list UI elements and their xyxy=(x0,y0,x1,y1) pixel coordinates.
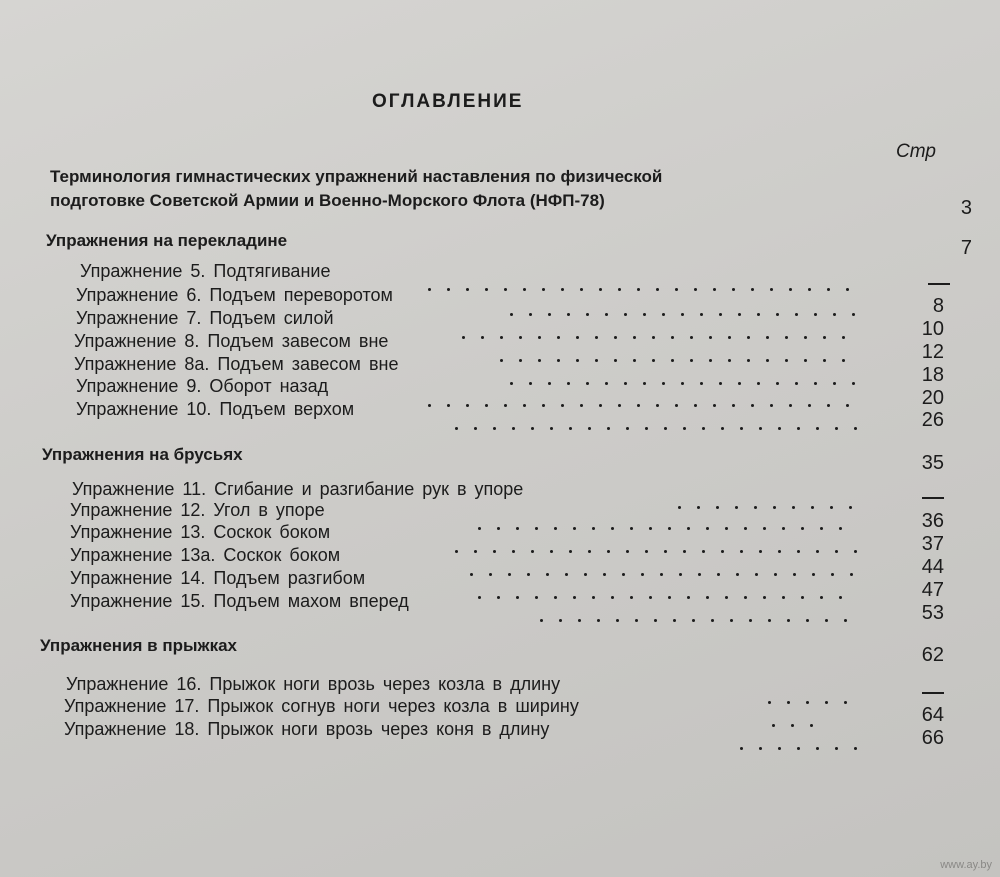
section-page-number: 7 xyxy=(960,237,972,259)
leader-dots xyxy=(478,586,858,588)
leader-dots xyxy=(428,394,865,396)
leader-dots xyxy=(478,517,858,519)
toc-page-number: 10 xyxy=(921,318,944,340)
toc-entry: Упражнение 12. Угол в упоре xyxy=(70,500,325,520)
ibid-dash xyxy=(928,283,950,285)
toc-page-number: 37 xyxy=(921,533,944,555)
toc-page-number: 66 xyxy=(921,727,944,749)
intro-line-2: подготовке Советской Армии и Военно-Морского Флота (НФП-78) xyxy=(50,191,605,210)
toc-entry: Упражнение 13. Соскок боком xyxy=(70,522,331,542)
page-title: ОГЛАВЛЕНИЕ xyxy=(372,91,524,112)
toc-entry: Упражнение 18. Прыжок ноги врозь через коня в длину xyxy=(64,719,550,739)
leader-dots xyxy=(772,714,829,716)
toc-page-number: 26 xyxy=(921,409,944,431)
leader-dots xyxy=(768,691,863,693)
toc-entry: Упражнение 16. Прыжок ноги врозь через козла в длину xyxy=(66,674,561,694)
leader-dots xyxy=(470,563,869,565)
toc-entry: Упражнение 11. Сгибание и разгибание рук в упоре xyxy=(72,479,524,499)
toc-page-number: 20 xyxy=(921,387,944,409)
section-title: Упражнения в прыжках xyxy=(40,636,237,655)
toc-entry: Упражнение 17. Прыжок согнув ноги через козла в ширину xyxy=(64,696,579,716)
leader-dots xyxy=(455,540,873,542)
toc-page-number: 53 xyxy=(921,602,944,624)
intro-line-1: Терминология гимнастических упражнений наставления по физической xyxy=(50,167,663,186)
intro-page-number: 3 xyxy=(960,197,972,219)
section-page-number: 35 xyxy=(921,452,944,474)
toc-entry: Упражнение 8. Подъем завесом вне xyxy=(74,331,389,351)
toc-entry: Упражнение 9. Оборот назад xyxy=(76,376,329,396)
leader-dots xyxy=(678,496,868,498)
page-column-header: Стр xyxy=(896,141,936,162)
section-title: Упражнения на брусьях xyxy=(42,445,243,464)
leader-dots xyxy=(510,303,871,305)
toc-page-number: 8 xyxy=(932,295,944,317)
ibid-dash xyxy=(922,497,944,499)
toc-page-number: 44 xyxy=(921,556,944,578)
watermark: www.ay.by xyxy=(940,859,992,871)
section-page-number: 62 xyxy=(921,644,944,666)
leader-dots xyxy=(455,417,873,419)
section-title: Упражнения на перекладине xyxy=(46,231,288,250)
leader-dots xyxy=(462,326,861,328)
toc-page-number: 12 xyxy=(921,341,944,363)
leader-dots xyxy=(428,278,865,280)
leader-dots xyxy=(510,372,871,374)
toc-page-number: 36 xyxy=(921,510,944,532)
toc-entry: Упражнение 13а. Соскок боком xyxy=(70,545,341,565)
toc-entry: Упражнение 8а. Подъем завесом вне xyxy=(74,354,399,374)
toc-page-number: 18 xyxy=(921,364,944,386)
toc-entry: Упражнение 5. Подтягивание xyxy=(80,261,331,281)
ibid-dash xyxy=(922,692,944,694)
toc-entry: Упражнение 7. Подъем силой xyxy=(76,308,334,328)
leader-dots xyxy=(540,609,863,611)
toc-entry: Упражнение 6. Подъем переворотом xyxy=(76,285,393,305)
leader-dots xyxy=(500,349,861,351)
toc-entry: Упражнение 10. Подъем верхом xyxy=(76,399,355,419)
toc-page-number: 47 xyxy=(921,579,944,601)
toc-entry: Упражнение 15. Подъем махом вперед xyxy=(70,591,409,611)
leader-dots xyxy=(740,737,873,739)
toc-page-number: 64 xyxy=(921,704,944,726)
toc-entry: Упражнение 14. Подъем разгибом xyxy=(70,568,366,588)
